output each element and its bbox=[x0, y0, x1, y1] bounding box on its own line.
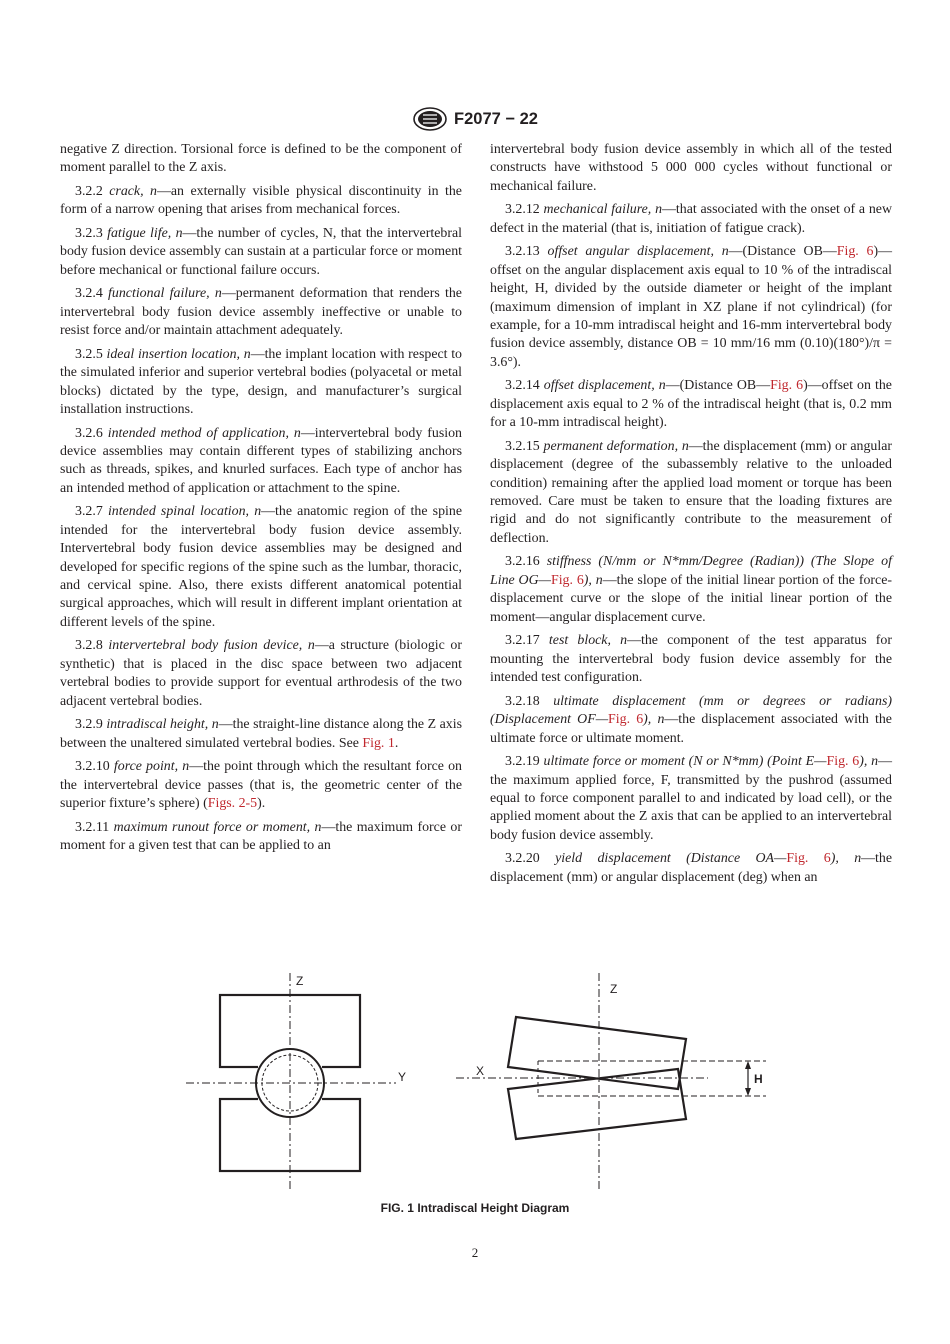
page-header bbox=[0, 104, 950, 134]
left-z-label: Z bbox=[296, 974, 304, 988]
figure-link[interactable]: Fig. 6 bbox=[836, 244, 874, 260]
paragraph: intervertebral body fusion device assembly in which all of the tested constructs have withstood 5 000 000 cycles without functional or mechanical failure. bbox=[490, 142, 892, 194]
left-column bbox=[60, 141, 462, 861]
definition-maximum-runout: 3.2.11 maximum runout force or moment, n—the maximum force or moment for a given test that can be applied to an bbox=[60, 819, 462, 854]
paragraph: negative Z direction. Torsional force is defined to be the component of moment parallel to the Z axis. bbox=[60, 142, 462, 176]
page-number: 2 bbox=[471, 1245, 479, 1260]
definition-permanent-deformation: 3.2.15 permanent deformation, n—the displacement (mm) or angular displacement (degree of the subassembly relative to the unloaded condition) remaining after the applied load moment or torque has been removed. Care must be taken to ensure that the loading fixtures are rigid and do not significantly contribute to the measurement of deflection. bbox=[490, 438, 893, 546]
figure-caption: FIG. 1 Intradiscal Height Diagram bbox=[380, 1201, 570, 1215]
figure-link[interactable]: Fig. 6 bbox=[770, 378, 804, 394]
definition-offset-angular-displacement: 3.2.13 offset angular displacement, n—(Distance OB—Fig. 6)—offset on the angular displacement axis equal to 10 % of the intradiscal height, H, divided by the outside diameter or height of the implant (maximum dimension of implant in XZ plane if not cylindrical) (for example, for a 10-mm intradiscal height and 16-mm intervertebral body fusion device assembly, distance OB = 10 mm/16 mm (0.10)(180°)/π = 3.6°). bbox=[490, 244, 892, 370]
definition-intended-method: 3.2.6 intended method of application, n—intervertebral body fusion device assemblies may contain different types of stabilizing anchors such as threads, spikes, and knurled surfaces. Each type of anchor has an intended method of application or attachment to the spine. bbox=[60, 425, 462, 496]
definition-test-block: 3.2.17 test block, n—the component of the test apparatus for mounting the intervertebral body fusion device assembly for the intended test configuration. bbox=[490, 633, 892, 686]
figure-link[interactable]: Fig. 6 bbox=[826, 754, 860, 770]
figure-link[interactable]: Fig. 6 bbox=[786, 851, 831, 867]
standard-designation: F2077 − 22 bbox=[454, 109, 538, 128]
figure-link[interactable]: Fig. 6 bbox=[608, 712, 644, 728]
definition-ultimate-force: 3.2.19 ultimate force or moment (N or N*mm) (Point E—Fig. 6), n—the maximum applied force, F, transmitted by the pushrod (assumed equal to force component parallel to and indicated by load cell), or the applied moment about the Z axis that can be applied to an intervertebral body fusion device assembly. bbox=[490, 754, 892, 843]
figure-link[interactable]: Figs. 2-5 bbox=[207, 796, 258, 812]
tilted-inferior-block bbox=[508, 1069, 686, 1139]
left-diagram bbox=[186, 973, 396, 1191]
definition-offset-displacement: 3.2.14 offset displacement, n—(Distance OB—Fig. 6)—offset on the displacement axis equal to 2 % of the intradiscal height (that is, 0.2 mm for a 10-mm intradiscal height). bbox=[490, 378, 892, 431]
definition-ultimate-displacement: 3.2.18 ultimate displacement (mm or degrees or radians) (Displacement OF—Fig. 6), n—the displacement associated with the ultimate force or ultimate moment. bbox=[490, 693, 892, 746]
definition-intradiscal-height: 3.2.9 intradiscal height, n—the straight-line distance along the Z axis between the unaltered simulated vertebral bodies. See Fig. 1. bbox=[60, 717, 462, 751]
right-column bbox=[490, 141, 892, 892]
figure-link[interactable]: Fig. 1 bbox=[362, 735, 395, 751]
right-z-label: Z bbox=[610, 982, 618, 996]
figure-link[interactable]: Fig. 6 bbox=[550, 572, 584, 588]
astm-logo-icon bbox=[412, 106, 448, 132]
right-x-label: X bbox=[476, 1064, 485, 1078]
definition-intended-spinal-location: 3.2.7 intended spinal location, n—the anatomic region of the spine intended for the intervertebral body fusion device assembly. Intervertebral body fusion device assemblies may be designed and developed for specific regions of the spine such as the lumbar, thoracic, and cervical spine. Also, there exists different anatomical potential surgical approaches, which will result in different implant orientation at different levels of the spine. bbox=[60, 504, 462, 630]
definition-force-point: 3.2.10 force point, n—the point through which the resultant force on the intervertebral device passes (that is, the geometric center of the superior fixture’s sphere) (Figs. 2-5). bbox=[60, 759, 462, 812]
definition-fatigue-life: 3.2.3 fatigue life, n—the number of cycles, N, that the intervertebral body fusion device assembly can sustain at a particular force or moment before mechanical or functional failure occurs. bbox=[60, 226, 462, 278]
definition-fusion-device: 3.2.8 intervertebral body fusion device, n—a structure (biologic or synthetic) that is placed in the disc space between two adjacent vertebral bodies to provide support for eventual arthrodesis of the two adjacent vertebral bodies. bbox=[60, 638, 462, 709]
definition-yield-displacement: 3.2.20 yield displacement (Distance OA—Fig. 6), n—the displacement (mm) or angular displacement (deg) when an bbox=[490, 851, 893, 885]
definition-ideal-insertion-location: 3.2.5 ideal insertion location, n—the implant location with respect to the simulated inferior and superior vertebral bodies (polyacetal or metal blocks) dictated by the type, design, and manufacturer’s surgical installation instructions. bbox=[60, 346, 463, 418]
height-arrow-down bbox=[745, 1088, 751, 1096]
right-diagram bbox=[456, 973, 766, 1191]
right-h-label: H bbox=[754, 1072, 763, 1086]
height-arrow-up bbox=[745, 1061, 751, 1069]
definition-functional-failure: 3.2.4 functional failure, n—permanent deformation that renders the intervertebral body fusion device assembly ineffective or unable to resist force and/or maintain attachment adequately. bbox=[60, 286, 462, 339]
definition-stiffness: 3.2.16 stiffness (N/mm or N*mm/Degree (Radian)) (The Slope of Line OG—Fig. 6), n—the slope of the initial linear portion of the force-displacement curve or the slope of the initial linear portion of the moment—angular displacement curve. bbox=[490, 554, 892, 625]
intradiscal-height-figure bbox=[180, 965, 770, 1205]
definition-crack: 3.2.2 crack, n—an externally visible physical discontinuity in the form of a narrow opening that arises from mechanical forces. bbox=[60, 184, 462, 218]
definition-mechanical-failure: 3.2.12 mechanical failure, n—that associated with the onset of a new defect in the material (that is, initiation of fatigue crack). bbox=[490, 202, 892, 236]
left-y-label: Y bbox=[398, 1070, 407, 1084]
